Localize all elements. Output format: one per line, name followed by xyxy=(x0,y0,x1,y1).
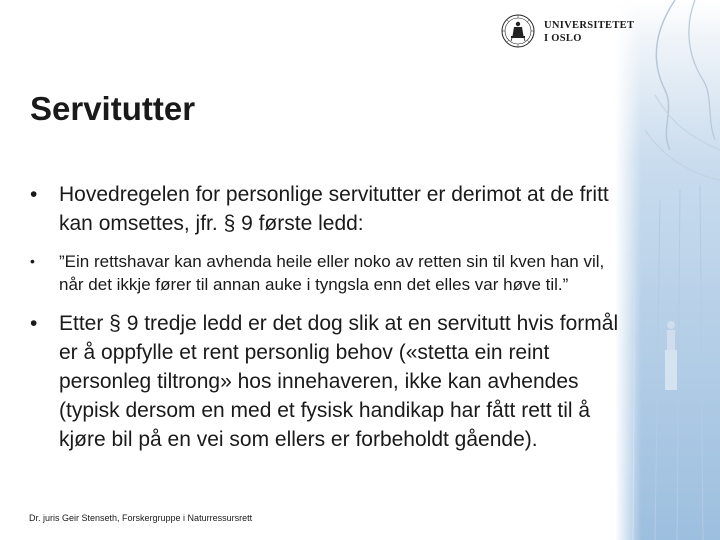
slide-footer: Dr. juris Geir Stenseth, Forskergruppe i Naturressursrett xyxy=(29,513,253,523)
bullet-list xyxy=(30,180,620,454)
university-name xyxy=(544,19,634,45)
university-logo xyxy=(501,14,636,50)
bullet-marker: • xyxy=(30,183,38,206)
slide-title: Servitutter xyxy=(30,90,196,127)
bullet-text: Etter § 9 tredje ledd er det dog slik at en servitutt hvis formål er å oppfylle et rent personlig behov («stetta ein reint personleg tiltrong» hos innehaveren, ikke kan avhendes (typisk dersom en med et fysisk handikap har fått rett til å kjøre bil på en vei som ellers er forbeholdt gående). xyxy=(59,312,619,451)
bullet-text: Hovedregelen for personlige servitutter er derimot at de fritt kan omsettes, jfr. § 9 første ledd: xyxy=(59,183,609,235)
bullet-marker: • xyxy=(30,253,35,269)
bullet-item xyxy=(30,180,620,238)
bullet-item xyxy=(30,309,620,454)
decorative-side-banner xyxy=(615,0,720,540)
university-name-line2: I OSLO xyxy=(544,33,582,44)
bullet-marker: • xyxy=(30,312,38,335)
bullet-item xyxy=(30,250,620,296)
university-name-line1: UNIVERSITETET xyxy=(544,20,635,31)
bullet-text: ”Ein rettshavar kan avhenda heile eller noko av retten sin til kven han vil, når det ikkje fører til annan auke i tyngsla enn det elles var høve til.” xyxy=(59,252,605,294)
university-seal-icon xyxy=(501,14,535,48)
